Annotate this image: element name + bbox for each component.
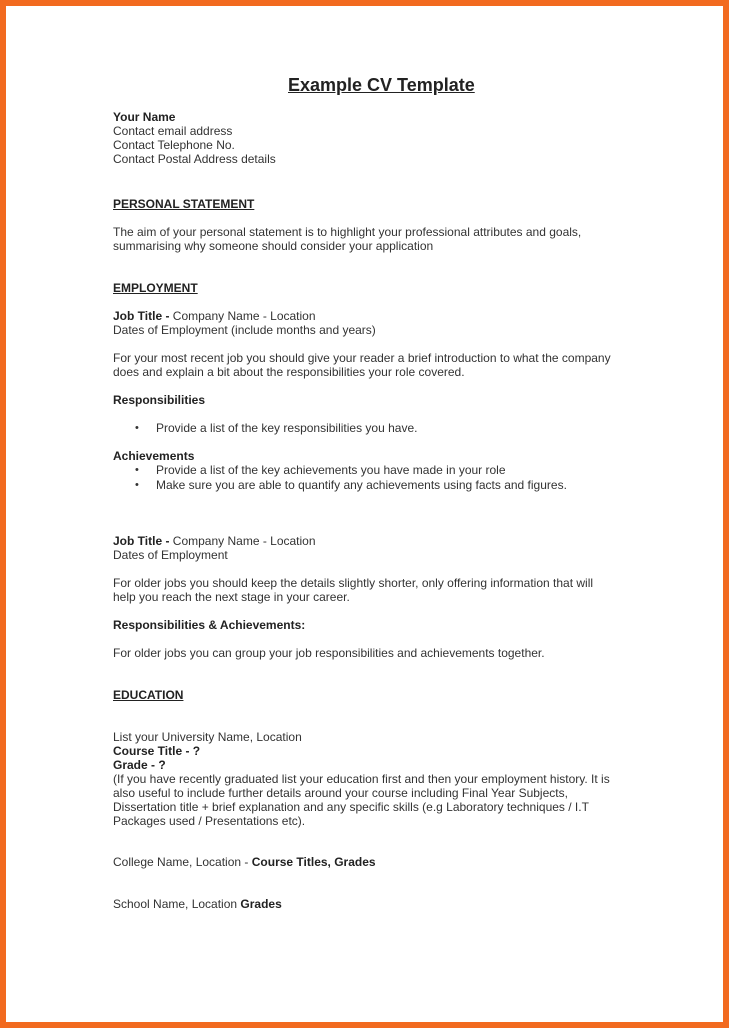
education-note-line: Packages used / Presentations etc). xyxy=(113,814,306,828)
job2-resp-ach-text: For older jobs you can group your job responsibilities and achievements together. xyxy=(113,646,545,660)
job1-achievements-heading: Achievements xyxy=(113,449,195,463)
job1-title-label: Job Title - xyxy=(113,309,170,323)
job1-title-line xyxy=(113,309,316,323)
job1-dates: Dates of Employment (include months and years) xyxy=(113,323,376,337)
job1-responsibility-item: Provide a list of the key responsibilities you have. xyxy=(156,421,418,435)
contact-name: Your Name xyxy=(113,110,176,124)
job1-achievement-item: Make sure you are able to quantify any achievements using facts and figures. xyxy=(156,478,567,492)
job2-title-label: Job Title - xyxy=(113,534,170,548)
education-note-line: (If you have recently graduated list your education first and then your employment history. It is xyxy=(113,772,610,786)
education-school xyxy=(113,897,282,911)
employment-heading: EMPLOYMENT xyxy=(113,281,198,295)
job2-dates: Dates of Employment xyxy=(113,548,228,562)
job2-resp-ach-heading: Responsibilities & Achievements: xyxy=(113,618,306,632)
education-note-line: also useful to include further details around your course including Final Year Subjects, xyxy=(113,786,568,800)
school-grades: Grades xyxy=(240,897,282,911)
job2-intro-line: For older jobs you should keep the details slightly shorter, only offering information that will xyxy=(113,576,594,590)
school-prefix: School Name, Location xyxy=(113,897,241,911)
page-title: Example CV Template xyxy=(288,75,475,95)
bullet-icon: • xyxy=(135,464,139,476)
contact-address: Contact Postal Address details xyxy=(113,152,276,166)
education-college xyxy=(113,855,376,869)
job2-company: Company Name - Location xyxy=(169,534,316,548)
job1-achievement-item: Provide a list of the key achievements you have made in your role xyxy=(156,463,506,477)
job2-title-line xyxy=(113,534,316,548)
personal-statement-heading: PERSONAL STATEMENT xyxy=(113,197,255,211)
education-course: Course Title - ? xyxy=(113,744,201,758)
education-note-line: Dissertation title + brief explanation and any specific skills (e.g Laboratory techniques / I.T xyxy=(113,800,589,814)
college-course-grades: Course Titles, Grades xyxy=(251,855,376,869)
personal-statement-line: The aim of your personal statement is to highlight your professional attributes and goals, xyxy=(113,225,582,239)
contact-email: Contact email address xyxy=(113,124,233,138)
personal-statement-line: summarising why someone should consider your application xyxy=(113,239,434,253)
job1-responsibilities-heading: Responsibilities xyxy=(113,393,206,407)
education-heading: EDUCATION xyxy=(113,688,184,702)
education-university: List your University Name, Location xyxy=(113,730,302,744)
education-grade: Grade - ? xyxy=(113,758,166,772)
cv-page xyxy=(6,6,723,1022)
job1-intro-line: does and explain a bit about the responsibilities your role covered. xyxy=(113,365,465,379)
college-prefix: College Name, Location - xyxy=(113,855,252,869)
job2-intro-line: help you reach the next stage in your career. xyxy=(113,590,350,604)
job1-company: Company Name - Location xyxy=(169,309,316,323)
contact-telephone: Contact Telephone No. xyxy=(113,138,235,152)
job1-intro-line: For your most recent job you should give your reader a brief introduction to what the company xyxy=(113,351,611,365)
bullet-icon: • xyxy=(135,479,139,491)
bullet-icon: • xyxy=(135,422,139,434)
